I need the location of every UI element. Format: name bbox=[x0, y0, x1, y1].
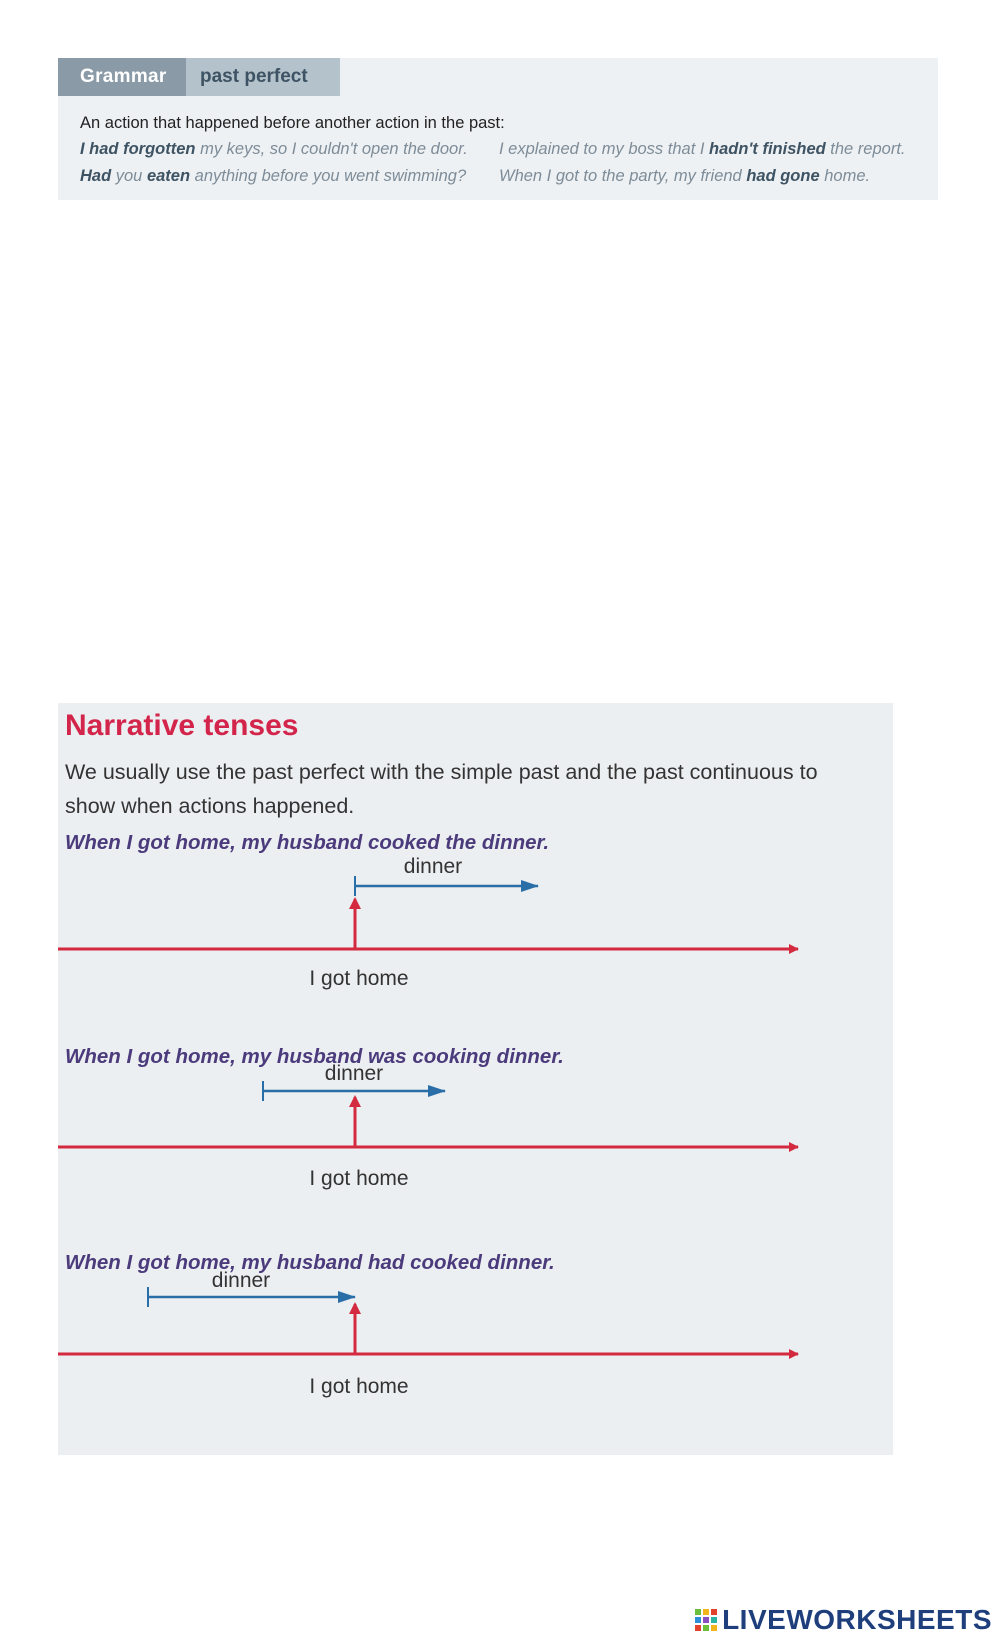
grammar-tab-label: Grammar bbox=[58, 58, 186, 96]
grammar-example-4: When I got to the party, my friend had gone home. bbox=[499, 167, 871, 185]
liveworksheets-watermark bbox=[694, 1603, 992, 1637]
dinner-label-3: dinner bbox=[211, 1269, 271, 1292]
narrative-example-3: When I got home, my husband had cooked dinner. bbox=[65, 1251, 555, 1274]
dinner-label-2: dinner bbox=[324, 1062, 384, 1085]
diagram-past-continuous bbox=[58, 1062, 798, 1190]
grammar-example-2: Had you eaten anything before you went swimming? bbox=[80, 167, 467, 185]
diagram-past-perfect bbox=[58, 1269, 798, 1398]
liveworksheets-logo-icon bbox=[694, 1608, 718, 1632]
grammar-example-3: I explained to my boss that I hadn't finished the report. bbox=[499, 140, 906, 158]
narrative-intro: We usually use the past perfect with the simple past and the past continuous to show when actions happened. bbox=[65, 760, 818, 818]
grammar-intro: An action that happened before another action in the past: bbox=[80, 114, 505, 132]
timeline-diagrams bbox=[58, 703, 893, 1455]
got-home-label-2: I got home bbox=[309, 1167, 409, 1190]
got-home-label-1: I got home bbox=[309, 967, 409, 990]
got-home-label-3: I got home bbox=[309, 1375, 409, 1398]
grammar-topic: past perfect bbox=[186, 58, 340, 96]
diagram-simple-past bbox=[58, 855, 798, 990]
grammar-example-1: I had forgotten my keys, so I couldn't open the door. bbox=[80, 140, 468, 158]
dinner-label-1: dinner bbox=[403, 855, 463, 878]
narrative-title: Narrative tenses bbox=[65, 709, 299, 742]
narrative-tenses-box bbox=[58, 703, 893, 1455]
watermark-text: LIVEWORKSHEETS bbox=[722, 1604, 992, 1635]
narrative-example-1: When I got home, my husband cooked the dinner. bbox=[65, 831, 550, 854]
narrative-example-2: When I got home, my husband was cooking dinner. bbox=[65, 1045, 564, 1068]
grammar-box bbox=[58, 58, 938, 200]
